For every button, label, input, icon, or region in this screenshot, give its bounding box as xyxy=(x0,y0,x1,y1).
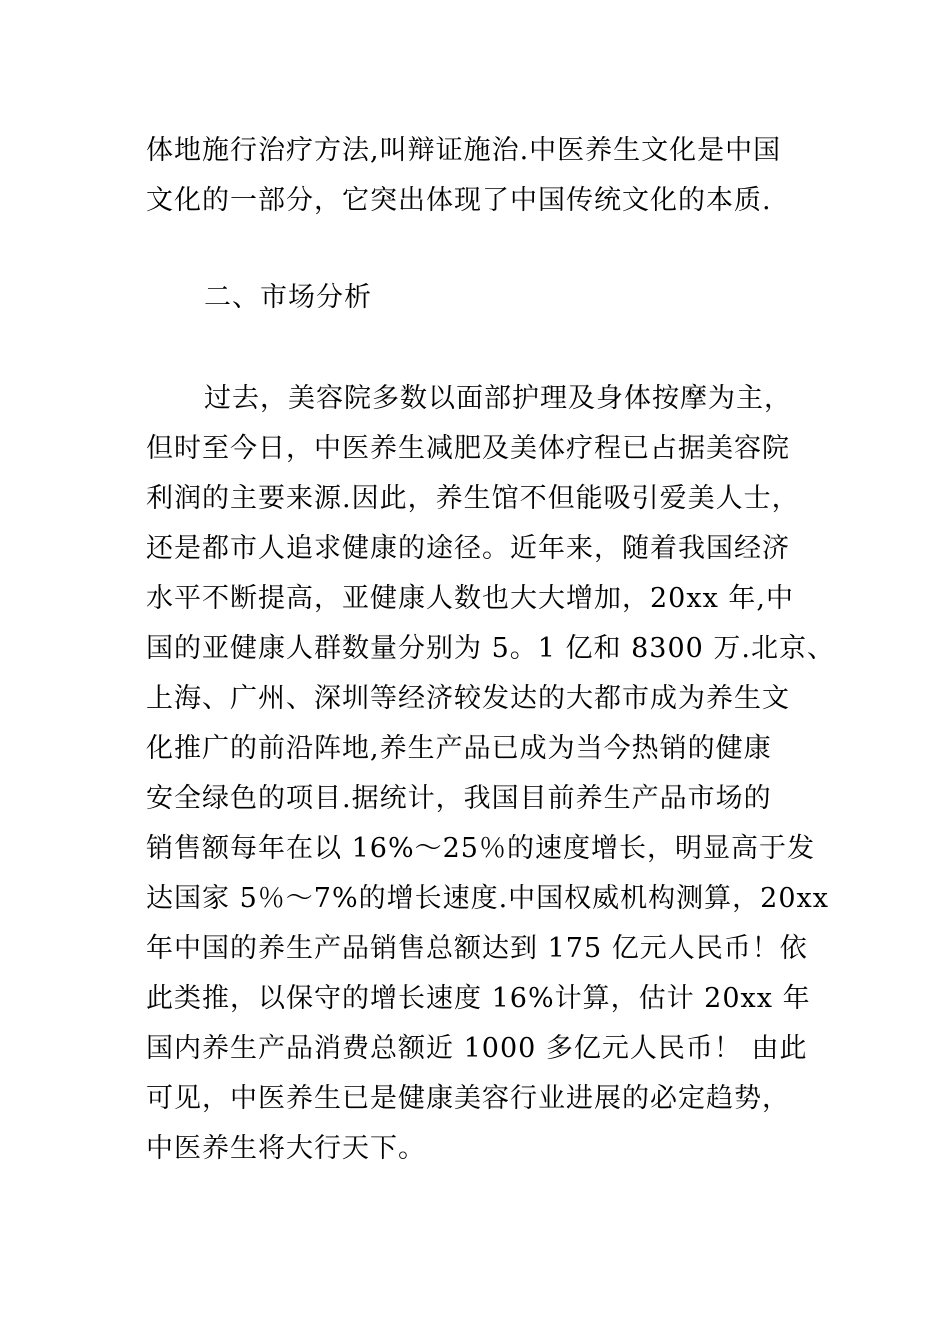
section-heading-block xyxy=(146,273,826,323)
text-line: 国的亚健康人群数量分别为 5。1 亿和 8300 万.北京、 xyxy=(146,633,835,664)
market-analysis-paragraph xyxy=(146,374,835,1174)
intro-paragraph xyxy=(146,126,826,226)
text-line: 化推广的前沿阵地,养生产品已成为当今热销的健康 xyxy=(146,733,772,764)
text-line: 体地施行治疗方法,叫辩证施治.中医养生文化是中国 xyxy=(146,135,782,166)
text-line: 文化的一部分，它突出体现了中国传统文化的本质. xyxy=(146,185,772,216)
text-line: 水平不断提高，亚健康人数也大大增加，20xx 年,中 xyxy=(146,583,794,614)
text-line: 此类推，以保守的增长速度 16%计算，估计 20xx 年 xyxy=(146,983,811,1014)
text-line: 但时至今日，中医养生减肥及美体疗程已占据美容院 xyxy=(146,433,790,464)
text-line: 年中国的养生产品销售总额达到 175 亿元人民币！依 xyxy=(146,933,808,964)
section-heading: 二、市场分析 xyxy=(204,282,372,313)
text-line: 上海、广州、深圳等经济较发达的大都市成为养生文 xyxy=(146,683,790,714)
text-line: 过去，美容院多数以面部护理及身体按摩为主， xyxy=(204,383,792,414)
text-line: 国内养生产品消费总额近 1000 多亿元人民币！ 由此 xyxy=(146,1033,808,1064)
text-line: 销售额每年在以 16%～25％的速度增长，明显高于发 xyxy=(146,833,815,864)
text-line: 中医养生将大行天下。 xyxy=(146,1133,426,1164)
text-line: 还是都市人追求健康的途径。近年来，随着我国经济 xyxy=(146,533,790,564)
text-line: 利润的主要来源.因此，养生馆不但能吸引爱美人士， xyxy=(146,483,800,514)
text-line: 可见，中医养生已是健康美容行业进展的必定趋势， xyxy=(146,1083,790,1114)
text-line: 安全绿色的项目.据统计，我国目前养生产品市场的 xyxy=(146,783,772,814)
text-line: 达国家 5％～7%的增长速度.中国权威机构测算，20xx xyxy=(146,883,829,914)
